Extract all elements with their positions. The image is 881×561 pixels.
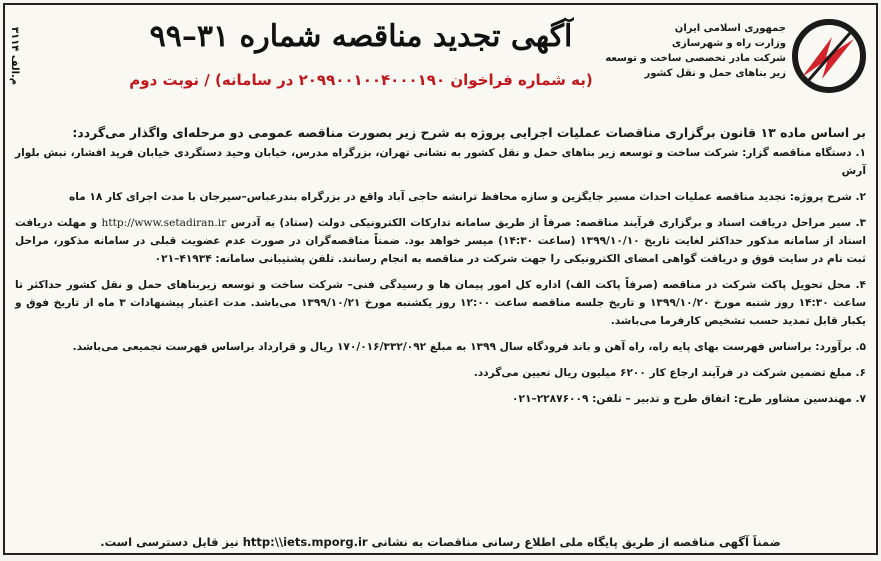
notice-item: ۵. برآورد: براساس فهرست بهای پایه راه، راه آهن و باند فرودگاه سال ۱۳۹۹ به مبلغ ۱۷۰/۰۱۶/۳۳۲/۰۹۲ ریال و قرارداد براساس فهرست تجمیعی می‌باشد. [72, 341, 866, 353]
notice-item: ۱. دستگاه مناقصه گزار: شرکت ساخت و توسعه زیر بناهای حمل و نقل کشور به نشانی تهران، بزرگراه مدرس، خیابان وحید دستگردی خیابان فرید افشار، نبش بلوار آرش [15, 147, 866, 177]
iets-url-link[interactable]: http:\\iets.mporg.ir [242, 535, 368, 549]
organization-logo [792, 19, 866, 93]
intro-paragraph: بر اساس ماده ۱۳ قانون برگزاری مناقصات عملیات اجرایی پروژه به شرح زیر بصورت مناقصه عمومی دو مرحله‌ای واگذار می‌گردد: [72, 125, 866, 140]
organization-block [605, 15, 866, 115]
org-line: شرکت مادر تخصصی ساخت و توسعه [605, 53, 786, 64]
item-text: ۳. سیر مراحل دریافت اسناد و برگزاری فرآیند مناقصه: صرفاً از طریق سامانه تدارکات الکترونیکی دولت (ستاد) به آدرس [230, 217, 866, 229]
notice-item: ۲. شرح پروژه: تجدید مناقصه عملیات احداث مسیر جایگزین و سازه محافظ ترانشه حاجی آباد واقع در بزرگراه بندرعباس–سیرجان با مدت اجرای کار ۱۸ ماه [68, 191, 866, 203]
notice-items [15, 144, 866, 408]
notice-item: ۷. مهندسین مشاور طرح: اتفاق طرح و تدبیر – تلفن: ۲۲۸۷۶۰۰۹–۰۲۱ [512, 393, 866, 405]
notice-footer [15, 535, 866, 549]
publication-code: م.الف ۳۱۱۴ [9, 27, 20, 86]
notice-item [15, 214, 866, 268]
org-line: جمهوری اسلامی ایران [674, 23, 786, 34]
org-line: وزارت راه و شهرسازی [671, 38, 786, 49]
org-line: زیر بناهای حمل و نقل کشور [644, 68, 786, 79]
setad-url-link[interactable]: http://www.setadiran.ir [101, 217, 227, 229]
organization-name [605, 21, 786, 81]
notice-header [5, 5, 876, 123]
title-block [126, 17, 596, 89]
notice-title: آگهی تجدید مناقصه شماره ۳۱–۹۹ [149, 19, 573, 54]
notice-item: ۶. مبلغ تضمین شرکت در فرآیند ارجاع کار ۶۲۰۰ میلیون ریال تعیین می‌گردد. [473, 367, 866, 379]
notice-item: ۴. محل تحویل پاکت شرکت در مناقصه (صرفاً پاکت الف) اداره کل امور پیمان ها و رسیدگی فنی– شرکت ساخت و توسعه زیربناهای حمل و نقل کشور حداکثر تا ساعت ۱۴:۳۰ روز شنبه مورخ ۱۳۹۹/۱۰/۲۰ و تاریخ جلسه مناقصه ساعت ۱۲:۰۰ روز یکشنبه مورخ ۱۳۹۹/۱۰/۲۱ می‌باشد. مدت اعتبار پیشنهادات ۳ ماه از تاریخ فوق و یکبار قابل تمدید حسب تشخیص کارفرما می‌باشد. [15, 279, 866, 327]
footer-text: نیز قابل دسترسی است. [100, 535, 239, 549]
tender-notice [3, 3, 878, 555]
footer-text: ضمناً آگهی مناقصه از طریق پایگاه ملی اطلاع رسانی مناقصات به نشانی [371, 535, 781, 549]
item-text: و مهلت دریافت اسناد از سامانه مذکور حداکثر لغایت تاریخ ۱۳۹۹/۱۰/۱۰ (ساعت ۱۴:۳۰) میسر خواهد بود. ضمناً مناقصه‌گران در صورت عدم عضویت قبلی در سامانه مذکور، مراحل ثبت نام در سایت فوق و دریافت گواهی امضای الکترونیکی را جهت شرکت در مناقصه به انجام رسانند. تلفن پشتیبانی سامانه: ۴۱۹۳۴–۰۲۱ [15, 217, 866, 265]
notice-subtitle: (به شماره فراخوان ۲۰۹۹۰۰۱۰۰۴۰۰۰۱۹۰ در سامانه) / نوبت دوم [129, 71, 593, 89]
